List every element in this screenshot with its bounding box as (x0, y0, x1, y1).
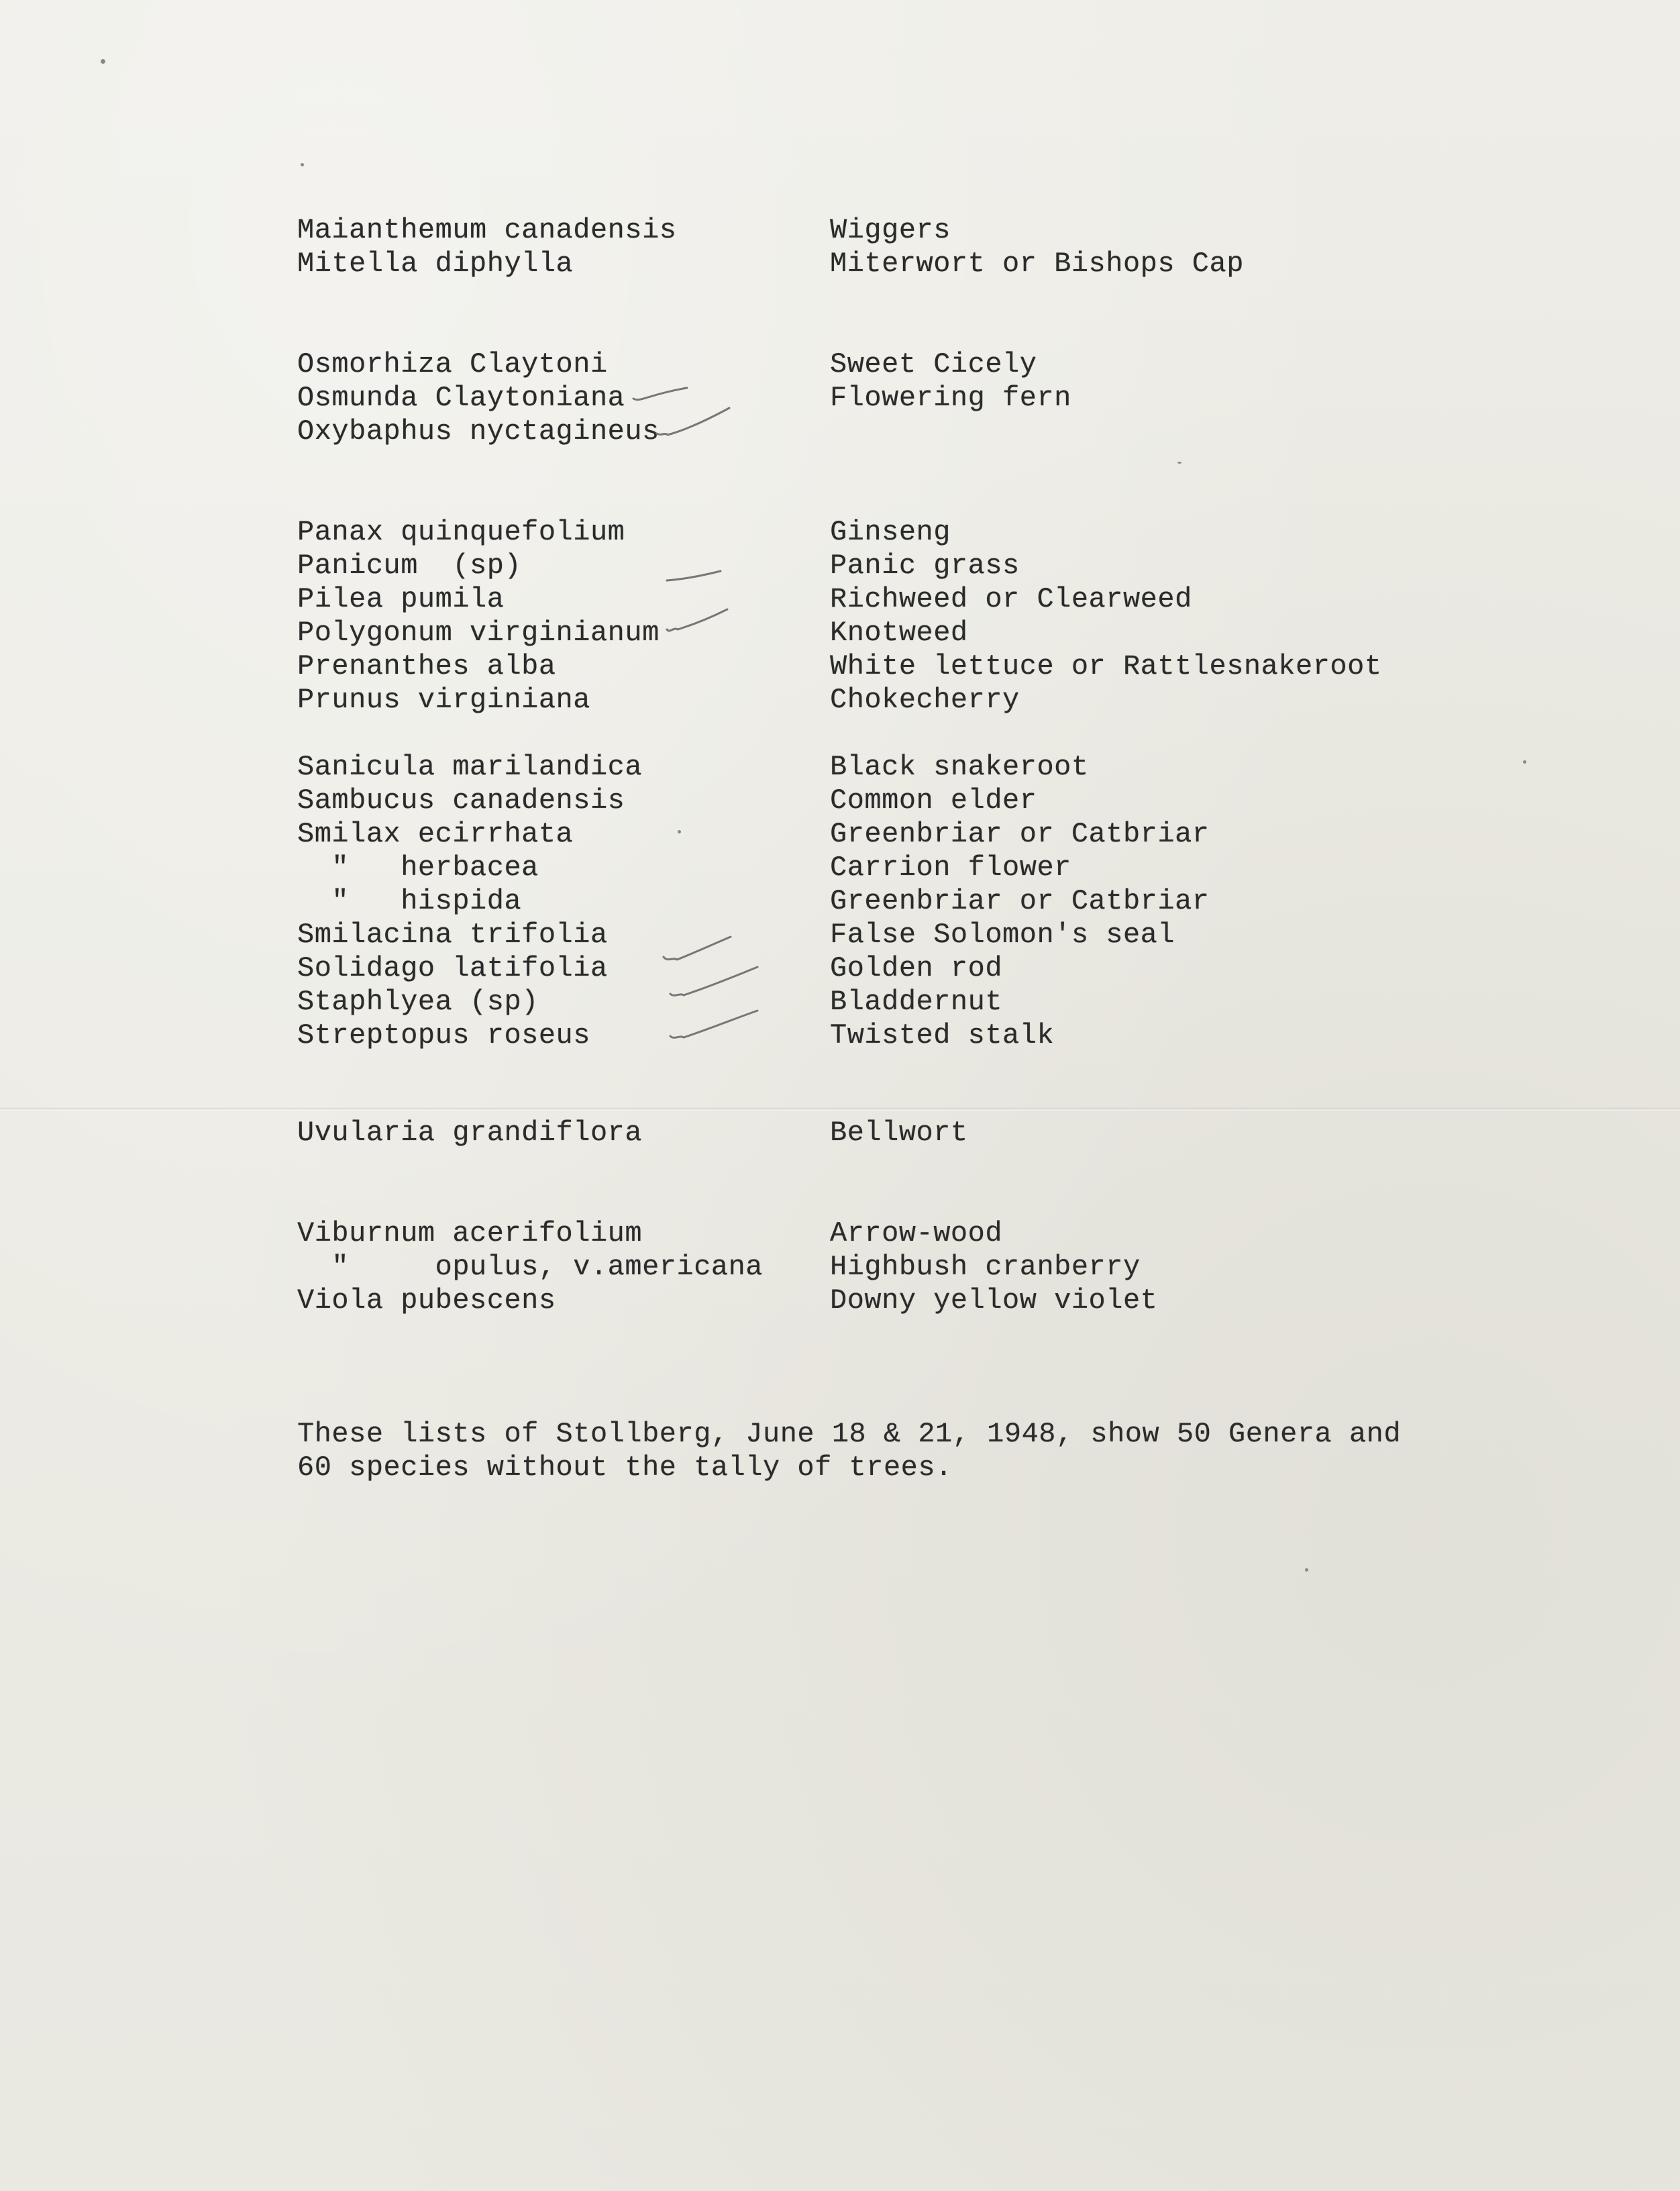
scientific-name: Prenanthes alba (297, 650, 556, 682)
list-item (0, 884, 1680, 918)
list-item (0, 348, 1680, 381)
scientific-name: " herbacea (297, 852, 539, 884)
scientific-name: Prunus virginiana (297, 684, 590, 716)
list-item (0, 750, 1680, 784)
pencil-checkmark-icon (664, 604, 731, 638)
common-name: Highbush cranberry (830, 1251, 1141, 1283)
list-item (0, 582, 1680, 616)
paper-speck (301, 163, 304, 166)
common-name: Greenbriar or Catbriar (830, 885, 1210, 917)
summary-note: These lists of Stollberg, June 18 & 21, 1948, show 50 Genera and 60 species without the tally of trees. (297, 1418, 1402, 1484)
list-item (0, 213, 1680, 247)
scientific-name: Panicum (sp) (297, 550, 522, 582)
list-item (0, 784, 1680, 817)
common-name: False Solomon's seal (830, 919, 1175, 951)
list-item (0, 515, 1680, 549)
list-item (0, 1116, 1680, 1150)
list-item (0, 952, 1680, 985)
common-name: Golden rod (830, 952, 1003, 984)
paper-speck (1305, 1568, 1308, 1572)
scientific-name: Polygonum virginianum (297, 617, 660, 649)
pencil-checkmark-icon (654, 403, 735, 443)
common-name: Panic grass (830, 550, 1020, 582)
list-item (0, 650, 1680, 683)
scientific-name: Panax quinquefolium (297, 516, 625, 548)
scientific-name: Staphlyea (sp) (297, 986, 539, 1018)
common-name: Carrion flower (830, 852, 1071, 884)
scientific-name: Maianthemum canadensis (297, 214, 677, 246)
common-name: White lettuce or Rattlesnakeroot (830, 650, 1382, 682)
list-item (0, 918, 1680, 952)
common-name: Chokecherry (830, 684, 1020, 716)
scientific-name: Uvularia grandiflora (297, 1117, 643, 1149)
common-name: Black snakeroot (830, 751, 1089, 783)
common-name: Bellwort (830, 1117, 968, 1149)
paper-fold-crease (0, 1107, 1680, 1111)
scientific-name: Pilea pumila (297, 583, 505, 615)
pencil-checkmark-icon (664, 567, 725, 587)
scientific-name: Sambucus canadensis (297, 784, 625, 817)
paper-speck (101, 59, 105, 64)
scientific-name: " opulus, v.americana (297, 1251, 764, 1283)
common-name: Ginseng (830, 516, 951, 548)
common-name: Miterwort or Bishops Cap (830, 248, 1244, 280)
scientific-name: Viburnum acerifolium (297, 1217, 643, 1250)
common-name: Sweet Cicely (830, 348, 1037, 380)
scientific-name: Osmunda Claytoniana (297, 382, 625, 414)
list-item (0, 683, 1680, 717)
pencil-checkmark-icon (668, 1007, 762, 1047)
common-name: Greenbriar or Catbriar (830, 818, 1210, 850)
list-item (0, 851, 1680, 884)
list-item (0, 1217, 1680, 1250)
pencil-checkmark-icon (668, 963, 762, 1003)
list-item (0, 817, 1680, 851)
scientific-name: Oxybaphus nyctagineus (297, 415, 660, 448)
scientific-name: Osmorhiza Claytoni (297, 348, 608, 380)
common-name: Downy yellow violet (830, 1284, 1158, 1317)
common-name: Richweed or Clearweed (830, 583, 1192, 615)
list-item (0, 985, 1680, 1019)
list-item (0, 1019, 1680, 1052)
scientific-name: Sanicula marilandica (297, 751, 643, 783)
list-item (0, 247, 1680, 281)
scientific-name: Mitella diphylla (297, 248, 574, 280)
list-item (0, 549, 1680, 582)
scientific-name: Viola pubescens (297, 1284, 556, 1317)
scientific-name: " hispida (297, 885, 522, 917)
common-name: Common elder (830, 784, 1037, 817)
scientific-name: Streptopus roseus (297, 1019, 590, 1052)
common-name: Flowering fern (830, 382, 1071, 414)
pencil-checkmark-icon (661, 933, 735, 966)
common-name: Twisted stalk (830, 1019, 1055, 1052)
common-name: Wiggers (830, 214, 951, 246)
list-item (0, 415, 1680, 448)
common-name: Knotweed (830, 617, 968, 649)
common-name: Arrow-wood (830, 1217, 1003, 1250)
list-item (0, 1284, 1680, 1317)
common-name: Bladdernut (830, 986, 1003, 1018)
list-item (0, 1250, 1680, 1284)
paper-speck (1177, 462, 1182, 464)
scientific-name: Smilacina trifolia (297, 919, 608, 951)
list-item (0, 616, 1680, 650)
scientific-name: Solidago latifolia (297, 952, 608, 984)
list-item (0, 381, 1680, 415)
scientific-name: Smilax ecirrhata (297, 818, 574, 850)
